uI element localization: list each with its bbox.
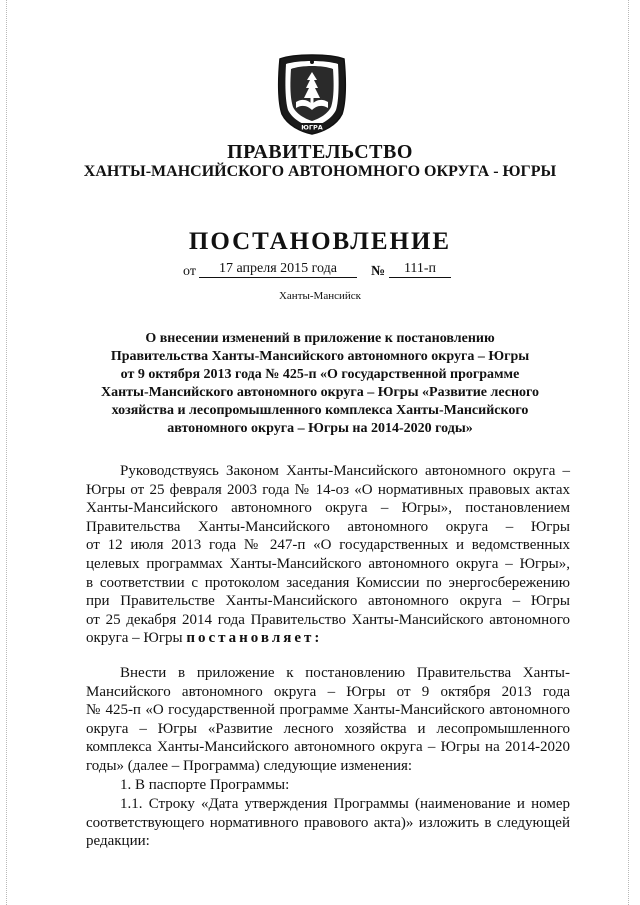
right-scan-edge xyxy=(628,0,630,905)
city-label: Ханты-Мансийск xyxy=(278,290,361,302)
preamble-line: от 25 декабря 2014 года Правительство Ханты-Мансийского автономного xyxy=(86,611,570,628)
document-number: 111-п xyxy=(389,261,451,278)
preamble-line: при Правительстве Ханты-Мансийского автономного округа – Югры xyxy=(86,593,570,610)
subject-line: автономного округа – Югры на 2014-2020 годы» xyxy=(167,421,473,436)
item-1-1 xyxy=(86,795,570,851)
document-date: 17 апреля 2015 года xyxy=(199,261,357,278)
amendment-line: Внести в приложение к постановлению Правительства Ханты- xyxy=(120,665,570,681)
resolves-word: постановляет: xyxy=(186,630,323,646)
emblem-label: ЮГРА xyxy=(301,123,323,132)
amendment-line: Мансийского автономного округа – Югры от 9 октября 2013 года xyxy=(86,683,570,700)
amendment-line: годы» (далее – Программа) следующие изменения: xyxy=(86,757,413,774)
preamble-line: в соответствии с протоколом заседания Комиссии по энергосбережению xyxy=(86,574,570,591)
preamble-line: от 12 июля 2013 года № 247-п «О государственных и ведомственных xyxy=(86,537,570,554)
subject-line: Ханты-Мансийского автономного округа – Югры «Развитие лесного xyxy=(100,385,540,400)
preamble-line: целевых программах Ханты-Мансийского автономного округа – Югры», xyxy=(86,555,570,572)
subject-line: Правительства Ханты-Мансийского автономного округа – Югры xyxy=(110,349,530,364)
subject-line: О внесении изменений в приложение к постановлению xyxy=(145,331,495,346)
preamble-closing-line xyxy=(86,629,570,648)
coat-of-arms-icon xyxy=(274,52,350,136)
subject-line: хозяйства и лесопромышленного комплекса Ханты-Мансийского xyxy=(111,403,529,418)
amendment-line: комплекса Ханты-Мансийского автономного округа – Югры на 2014-2020 xyxy=(86,739,570,756)
amendment-line: № 425-п «О государственной программе Ханты-Мансийского автономного xyxy=(86,702,570,719)
preamble-paragraph xyxy=(86,462,570,629)
document-meta xyxy=(0,261,640,283)
preamble-line: Руководствуясь Законом Ханты-Мансийского автономного округа – xyxy=(120,463,570,479)
item-1-1-line: редакции: xyxy=(86,833,150,850)
item-1-1-line: соответствующего нормативного правового акта)» изложить в следующей xyxy=(86,814,570,831)
document-type: ПОСТАНОВЛЕНИЕ xyxy=(188,228,452,255)
item-1 xyxy=(86,776,570,795)
government-title: ПРАВИТЕЛЬСТВО xyxy=(227,141,413,163)
item-1-1-line: 1.1. Строку «Дата утверждения Программы (наименование и номер xyxy=(120,796,570,812)
region-title: ХАНТЫ-МАНСИЙСКОГО АВТОНОМНОГО ОКРУГА - ЮГРЫ xyxy=(83,163,557,180)
amendment-paragraph xyxy=(86,664,570,776)
preamble-line: Правительства Ханты-Мансийского автономного округа – Югры xyxy=(86,518,570,535)
preamble-line: Югры от 25 февраля 2003 года № 14-оз «О нормативных правовых актах xyxy=(86,481,570,498)
amendment-line: округа – Югры «Развитие лесного хозяйства и лесопромышленного xyxy=(86,720,570,737)
document-subject xyxy=(80,330,560,438)
from-label: от xyxy=(183,264,196,279)
preamble-closing-text: округа – Югры xyxy=(86,630,187,646)
item-1-text: 1. В паспорте Программы: xyxy=(120,777,290,793)
number-label: № xyxy=(371,264,386,279)
subject-line: от 9 октября 2013 года № 425-п «О государственной программе xyxy=(120,367,520,382)
preamble-line: Ханты-Мансийского автономного округа – Югры», постановлением xyxy=(86,500,570,517)
left-scan-edge xyxy=(6,0,8,905)
